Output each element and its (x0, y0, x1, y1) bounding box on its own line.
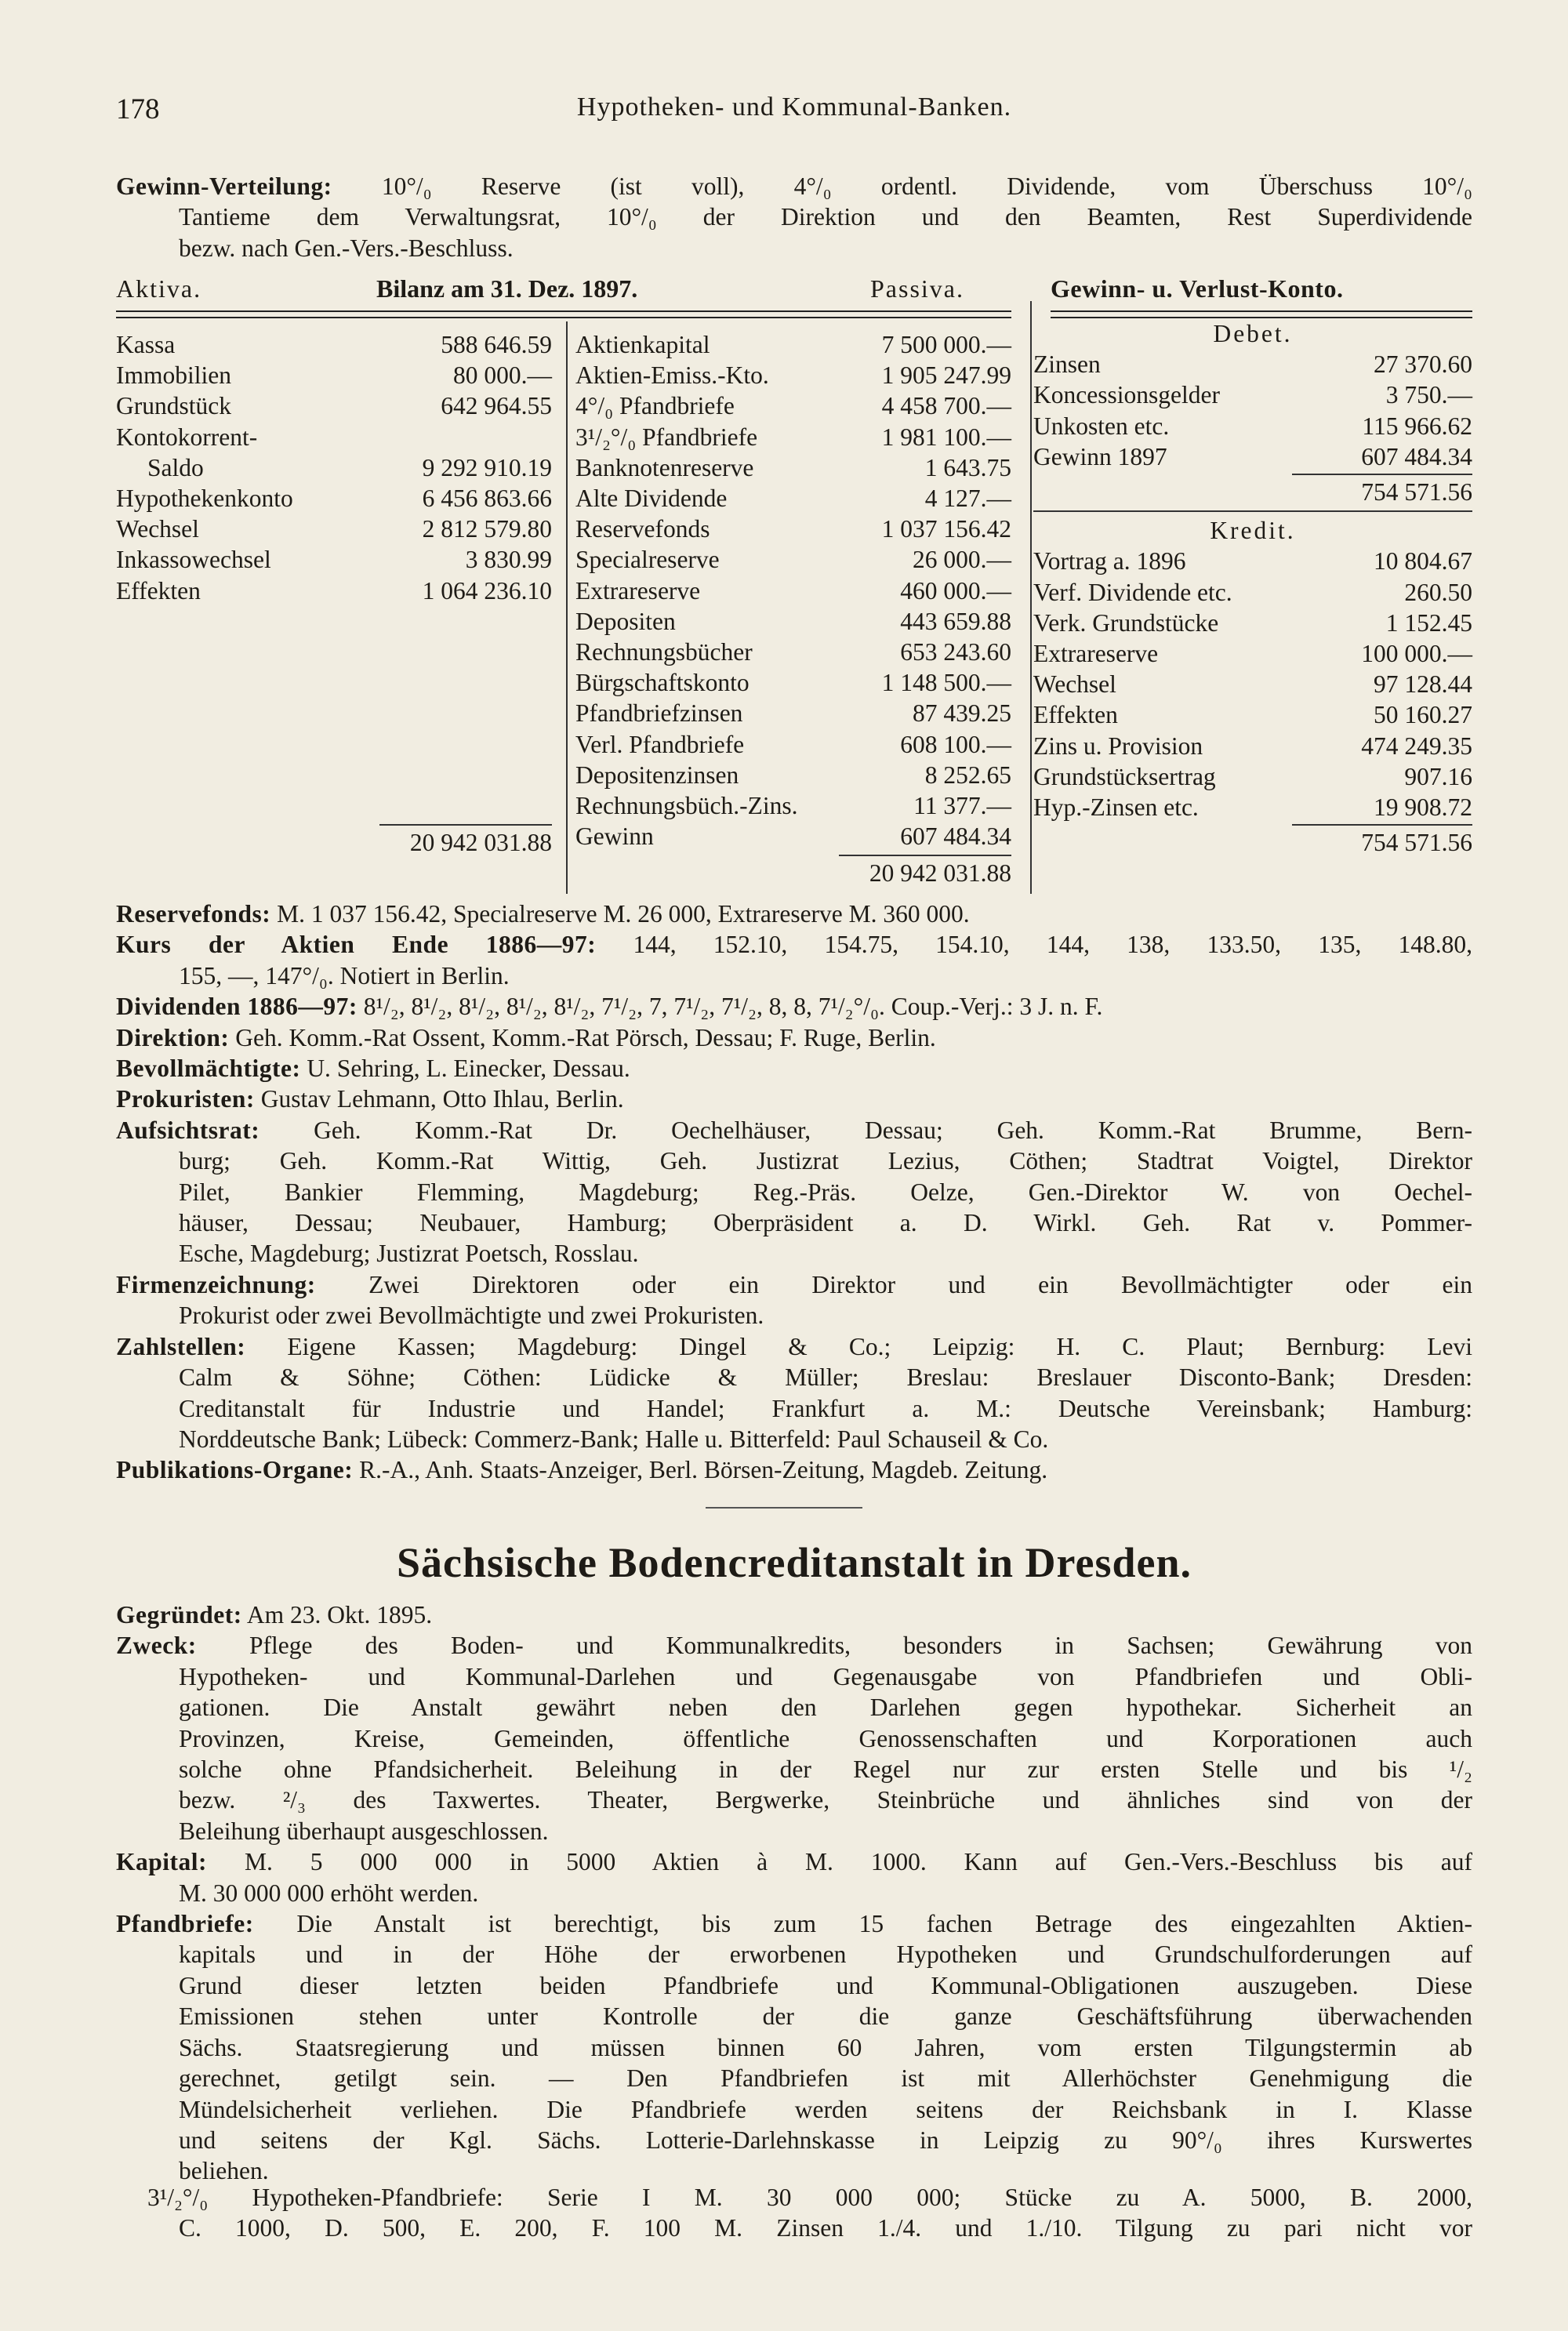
passiva-amount: 87 439.25 (913, 699, 1011, 728)
entry-line: solche ohne Pfandsicherheit. Beleihung in der Regel nur zur ersten Stelle und bis ¹/₂ (179, 1756, 1472, 1784)
passiva-label: Depositenzinsen (575, 761, 739, 789)
kredit-row (1033, 546, 1472, 576)
kredit-amount: 50 160.27 (1374, 701, 1472, 729)
entry-label: Reservefonds: (116, 900, 271, 928)
entry (116, 991, 1472, 1022)
aktiva-amount: 1 064 236.10 (422, 576, 552, 605)
entry-label: Zweck: (116, 1632, 197, 1660)
passiva-column (575, 329, 1011, 888)
entry-text: M. 5 000 000 in 5000 Aktien à M. 1000. Kann auf Gen.-Vers.-Beschluss bis auf (244, 1848, 1473, 1876)
aktiva-label: Hypothekenkonto (116, 485, 293, 512)
aktiva-label: Inkassowechsel (116, 546, 271, 574)
page-header (116, 93, 1472, 132)
entry-text: Zwei Direktoren oder ein Direktor und ein Bevollmächtigter oder ein (368, 1270, 1472, 1298)
kredit-total: 754 571.56 (1361, 829, 1472, 857)
aktiva-row (116, 575, 552, 606)
entry-label: Direktion: (116, 1023, 230, 1051)
entry-line: Beleihung überhaupt ausgeschlossen. (179, 1817, 549, 1845)
entry-line (116, 991, 1472, 1022)
aktiva-row (116, 422, 552, 452)
entry-text: Die Anstalt ist berechtigt, bis zum 15 fachen Betrage des eingezahlten Aktien- (296, 1910, 1473, 1938)
passiva-label: Aktienkapital (575, 331, 710, 358)
aktiva-total: 20 942 031.88 (409, 829, 552, 857)
entry-line (116, 899, 1472, 929)
entry-line: und seitens der Kgl. Sächs. Lotterie-Darlehnskasse in Leipzig zu 90°/₀ ihres Kurswertes (179, 2126, 1472, 2154)
gewinn-verteilung-line: bezw. nach Gen.-Vers.-Beschluss. (179, 234, 514, 262)
debet-total-row (1033, 477, 1472, 507)
passiva-total-rule (839, 855, 1011, 856)
entry-line: Calm & Söhne; Cöthen: Lüdicke & Müller; Breslau: Breslauer Disconto-Bank; Dresden: (179, 1363, 1472, 1392)
passiva-total-row (575, 858, 1011, 888)
passiva-amount: 26 000.— (913, 546, 1011, 574)
passiva-row (575, 606, 1011, 637)
aktiva-amount: 2 812 579.80 (422, 515, 552, 543)
aktiva-column (116, 329, 552, 878)
aktiva-label: Effekten (116, 576, 201, 605)
passiva-label: Pfandbriefzinsen (575, 699, 743, 728)
entry (116, 1599, 1472, 1630)
kredit-label: Zins u. Provision (1033, 732, 1203, 760)
entry (116, 1115, 1472, 1269)
aktiva-label: Immobilien (116, 361, 231, 390)
entry-label: Publikations-Organe: (116, 1456, 354, 1484)
aktiva-amount: 9 292 910.19 (422, 453, 552, 481)
entry-line: Norddeutsche Bank; Lübeck: Commerz-Bank; Halle u. Bitterfeld: Paul Schauseil & Co. (179, 1425, 1049, 1453)
passiva-row (575, 821, 1011, 851)
page-number: 178 (116, 93, 160, 125)
entry-line: M. 30 000 000 erhöht werden. (179, 1879, 479, 1907)
aktiva-row (116, 329, 552, 360)
passiva-row (575, 544, 1011, 575)
aktiva-label: Grundstück (116, 392, 231, 420)
entry-line: gerechnet, getilgt sein. — Den Pfandbriefen ist mit Allerhöchster Genehmigung die (179, 2064, 1472, 2093)
passiva-label: 4°/₀ Pfandbriefe (575, 392, 735, 420)
passiva-label: Specialreserve (575, 546, 720, 574)
entry-line: Provinzen, Kreise, Gemeinden, öffentliche Genossenschaften und Korporationen auch (179, 1724, 1472, 1752)
aktiva-row (116, 544, 552, 575)
passiva-total: 20 942 031.88 (869, 859, 1011, 888)
debet-label: Koncessionsgelder (1033, 381, 1220, 409)
gewinn-verteilung-paragraph (116, 171, 1472, 263)
passiva-label: Depositen (575, 607, 676, 635)
aktiva-amount: 3 830.99 (465, 546, 552, 574)
debet-label: Zinsen (1033, 350, 1101, 379)
entry-text: Geh. Komm.-Rat Ossent, Komm.-Rat Pörsch, Dessau; F. Ruge, Berlin. (235, 1023, 936, 1051)
kredit-label: Vortrag a. 1896 (1033, 547, 1186, 575)
kredit-label: Verf. Dividende etc. (1033, 578, 1232, 606)
passiva-amount: 653 243.60 (900, 638, 1011, 666)
kredit-amount: 907.16 (1404, 762, 1472, 790)
last-paragraph-line: 3¹/₂°/₀ Hypotheken-Pfandbriefe: Serie I M. 30 000 000; Stücke zu A. 5000, B. 2000, (147, 2184, 1472, 2211)
debet-row (1033, 411, 1472, 441)
kredit-label: Grundstücksertrag (1033, 762, 1216, 790)
kredit-label: Effekten (1033, 701, 1118, 729)
bilanz-title: Bilanz am 31. Dez. 1897. (376, 274, 638, 303)
entry-line: gationen. Die Anstalt gewährt neben den Darlehen gegen hypothekar. Sicherheit an (179, 1694, 1472, 1722)
aktiva-amount: 642 964.55 (441, 392, 552, 420)
entry-line: Creditanstalt für Industrie und Handel; Frankfurt a. M.: Deutsche Vereinsbank; Hamburg: (179, 1394, 1472, 1422)
kredit-amount: 10 804.67 (1374, 547, 1472, 575)
entry-label: Kurs der Aktien Ende 1886—97: (116, 931, 597, 959)
passiva-label: Reservefonds (575, 515, 710, 543)
aktiva-row (116, 452, 552, 483)
entry (116, 1846, 1472, 1908)
entry-text: Gustav Lehmann, Otto Ihlau, Berlin. (260, 1085, 624, 1113)
kredit-label: Wechsel (1033, 670, 1116, 699)
entry-label: Prokuristen: (116, 1085, 255, 1113)
entry-text: 144, 152.10, 154.75, 154.10, 144, 138, 133.50, 135, 148.80, (633, 931, 1473, 959)
bilanz-guv-divider (1030, 301, 1032, 894)
debet-amount: 115 966.62 (1362, 412, 1472, 440)
debet-kredit-rule (1033, 510, 1472, 512)
passiva-amount: 8 252.65 (924, 761, 1011, 789)
kredit-row (1033, 792, 1472, 822)
aktiva-row (116, 483, 552, 514)
entry-line: Sächs. Staatsregierung und müssen binnen 60 Jahren, vom ersten Tilgungstermin ab (179, 2033, 1472, 2061)
kredit-label: Extrareserve (1033, 640, 1159, 667)
passiva-row (575, 422, 1011, 452)
debet-label: Gewinn 1897 (1033, 442, 1167, 470)
aktiva-total-row (116, 827, 552, 858)
entry-line (116, 1022, 1472, 1053)
debet-row (1033, 379, 1472, 410)
passiva-row (575, 637, 1011, 667)
entry (116, 899, 1472, 929)
debet-row (1033, 441, 1472, 472)
passiva-amount: 1 905 247.99 (881, 361, 1011, 390)
entry-line: Pilet, Bankier Flemming, Magdeburg; Reg.-Präs. Oelze, Gen.-Direktor W. von Oechel- (179, 1178, 1472, 1206)
entry (116, 1084, 1472, 1114)
passiva-amount: 1 148 500.— (881, 669, 1011, 697)
passiva-label: Banknotenreserve (575, 453, 754, 481)
entry-text: M. 1 037 156.42, Specialreserve M. 26 000, Extrareserve M. 360 000. (277, 900, 970, 928)
entry (116, 1454, 1472, 1485)
aktiva-row (116, 390, 552, 421)
aktiva-amount: 80 000.— (453, 361, 552, 390)
aktiva-total-rule (379, 824, 552, 826)
gewinn-verteilung-label: Gewinn-Verteilung: (116, 172, 332, 200)
entries-block (116, 899, 1472, 1486)
entry (116, 1022, 1472, 1053)
entry-line (116, 1599, 1472, 1630)
passiva-row (575, 514, 1011, 544)
passiva-label: Bürgschaftskonto (575, 669, 750, 697)
entry-label: Aufsichtsrat: (116, 1116, 260, 1144)
entry (116, 1908, 1472, 2187)
entry-text: 8¹/₂, 8¹/₂, 8¹/₂, 8¹/₂, 8¹/₂, 7¹/₂, 7, 7¹/₂, 7¹/₂, 8, 8, 7¹/₂°/₀. Coup.-Verj.: 3 J. n. F. (363, 993, 1103, 1021)
entry-line: Esche, Magdeburg; Justizrat Poetsch, Rosslau. (179, 1240, 639, 1268)
entry-line: burg; Geh. Komm.-Rat Wittig, Geh. Justizrat Lezius, Cöthen; Stadtrat Voigtel, Direktor (179, 1147, 1472, 1175)
passiva-label: Extrareserve (575, 576, 701, 605)
kredit-row (1033, 699, 1472, 730)
passiva-row (575, 390, 1011, 421)
passiva-row (575, 698, 1011, 728)
aktiva-amount: 588 646.59 (441, 331, 552, 358)
aktiva-label: Kassa (116, 331, 176, 358)
passiva-amount: 608 100.— (900, 730, 1011, 758)
entry-label: Pfandbriefe: (116, 1910, 254, 1938)
entry (116, 1269, 1472, 1331)
kredit-amount: 260.50 (1404, 578, 1472, 606)
entry-text: Am 23. Okt. 1895. (246, 1601, 433, 1628)
entry-text: Eigene Kassen; Magdeburg: Dingel & Co.; Leipzig: H. C. Plaut; Bernburg: Levi (287, 1332, 1472, 1360)
entry (116, 1331, 1472, 1455)
aktiva-label: Saldo (147, 453, 204, 481)
passiva-header: Passiva. (870, 274, 964, 303)
entry (116, 929, 1472, 991)
section-entries-block (116, 1599, 1472, 2187)
entry-label: Gegründet: (116, 1601, 242, 1628)
debet-header: Debet. (1213, 320, 1293, 347)
entry-line: Hypotheken- und Kommunal-Darlehen und Gegenausgabe von Pfandbriefen und Obli- (179, 1662, 1472, 1690)
kredit-amount: 1 152.45 (1385, 608, 1472, 637)
entry-line (116, 1908, 1472, 1939)
kredit-row (1033, 577, 1472, 608)
entry-line: 155, —, 147°/₀. Notiert in Berlin. (179, 961, 510, 989)
entry-line (116, 1084, 1472, 1114)
entry-label: Kapital: (116, 1848, 208, 1876)
entry (116, 1630, 1472, 1846)
last-paragraph-line: C. 1000, D. 500, E. 200, F. 100 M. Zinsen 1./4. und 1./10. Tilgung zu pari nicht vor (179, 2214, 1472, 2242)
entry-line (116, 1269, 1472, 1300)
passiva-row (575, 483, 1011, 514)
passiva-row (575, 360, 1011, 390)
entry-line (116, 1846, 1472, 1877)
debet-label: Unkosten etc. (1033, 412, 1170, 440)
passiva-row (575, 575, 1011, 606)
gewinn-verteilung-line: Tantieme dem Verwaltungsrat, 10°/₀ der Direktion und den Beamten, Rest Superdividende (179, 203, 1472, 231)
entry-line: Mündelsicherheit verliehen. Die Pfandbriefe werden seitens der Reichsbank in I. Klasse (179, 2095, 1472, 2123)
passiva-row (575, 790, 1011, 821)
entry-label: Firmenzeichnung: (116, 1270, 316, 1298)
passiva-amount: 7 500 000.— (881, 331, 1011, 358)
kredit-row (1033, 638, 1472, 669)
kredit-row (1033, 731, 1472, 761)
passiva-amount: 1 643.75 (924, 453, 1011, 481)
debet-amount: 27 370.60 (1374, 350, 1472, 379)
passiva-label: Alte Dividende (575, 485, 728, 512)
passiva-amount: 1 981 100.— (881, 423, 1011, 451)
entry-line: häuser, Dessau; Neubauer, Hamburg; Oberpräsident a. D. Wirkl. Geh. Rat v. Pommer- (179, 1209, 1472, 1237)
kredit-row (1033, 608, 1472, 638)
aktiva-amount: 6 456 863.66 (422, 485, 552, 512)
passiva-row (575, 729, 1011, 760)
passiva-amount: 443 659.88 (900, 607, 1011, 635)
kredit-amount: 19 908.72 (1374, 793, 1472, 821)
balance-sheet-block (116, 274, 1472, 894)
guv-column (1033, 320, 1472, 894)
kredit-header: Kredit. (1210, 517, 1296, 545)
entry-line (116, 1630, 1472, 1661)
entry-line: kapitals und in der Höhe der erworbenen Hypotheken und Grundschulforderungen auf (179, 1941, 1472, 1969)
aktiva-row (116, 360, 552, 390)
entry-line: Emissionen stehen unter Kontrolle der die ganze Geschäftsführung überwachenden (179, 2002, 1472, 2031)
kredit-row (1033, 761, 1472, 792)
aktiva-label: Kontokorrent- (116, 423, 258, 451)
passiva-row (575, 452, 1011, 483)
guv-header-rule (1051, 310, 1472, 318)
section-title: Sächsische Bodencreditanstalt in Dresden. (396, 1539, 1192, 1586)
aktiva-passiva-divider (566, 321, 568, 894)
passiva-label: Verl. Pfandbriefe (575, 730, 745, 758)
passiva-label: Gewinn (575, 822, 654, 851)
section-separator (706, 1507, 862, 1509)
passiva-amount: 4 127.— (924, 485, 1011, 512)
entry-line: Grund dieser letzten beiden Pfandbriefe und Kommunal-Obligationen auszugeben. Diese (179, 1971, 1472, 1999)
kredit-total-rule (1292, 824, 1472, 826)
entry-line (116, 1454, 1472, 1485)
passiva-label: Aktien-Emiss.-Kto. (575, 361, 769, 390)
guv-title: Gewinn- u. Verlust-Konto. (1051, 274, 1344, 303)
entry-line: Prokurist oder zwei Bevollmächtigte und zwei Prokuristen. (179, 1302, 764, 1330)
passiva-amount: 607 484.34 (900, 822, 1011, 851)
passiva-amount: 4 458 700.— (881, 392, 1011, 420)
entry-text: Geh. Komm.-Rat Dr. Oechelhäuser, Dessau; Geh. Komm.-Rat Brumme, Bern- (314, 1116, 1472, 1144)
aktiva-label: Wechsel (116, 515, 199, 543)
entry-line (116, 929, 1472, 960)
kredit-label: Verk. Grundstücke (1033, 608, 1219, 637)
debet-amount: 607 484.34 (1361, 442, 1472, 470)
entry (116, 1053, 1472, 1084)
passiva-amount: 460 000.— (900, 576, 1011, 605)
passiva-amount: 1 037 156.42 (881, 515, 1011, 543)
passiva-label: Rechnungsbücher (575, 638, 753, 666)
debet-total: 754 571.56 (1361, 478, 1472, 506)
entry-line (116, 1053, 1472, 1084)
aktiva-row (116, 514, 552, 544)
entry-text: R.-A., Anh. Staats-Anzeiger, Berl. Börsen-Zeitung, Magdeb. Zeitung. (359, 1456, 1048, 1484)
last-paragraph (116, 2182, 1472, 2244)
bilanz-header-rule (116, 310, 1011, 318)
kredit-label: Hyp.-Zinsen etc. (1033, 793, 1199, 821)
entry-line (116, 1115, 1472, 1146)
entry-label: Zahlstellen: (116, 1332, 246, 1360)
kredit-amount: 100 000.— (1361, 640, 1472, 667)
entry-text: Pflege des Boden- und Kommunalkredits, besonders in Sachsen; Gewährung von (249, 1632, 1473, 1660)
passiva-row (575, 329, 1011, 360)
debet-row (1033, 349, 1472, 379)
aktiva-header: Aktiva. (116, 274, 202, 303)
entry-text: U. Sehring, L. Einecker, Dessau. (307, 1055, 630, 1083)
debet-amount: 3 750.— (1385, 381, 1472, 409)
running-title: Hypotheken- und Kommunal-Banken. (576, 93, 1012, 122)
kredit-amount: 97 128.44 (1374, 670, 1472, 699)
kredit-amount: 474 249.35 (1361, 732, 1472, 760)
passiva-row (575, 760, 1011, 790)
debet-total-rule (1292, 474, 1472, 475)
passiva-row (575, 667, 1011, 698)
passiva-amount: 11 377.— (913, 792, 1011, 819)
entry-label: Bevollmächtigte: (116, 1055, 301, 1083)
gewinn-verteilung-line: 10°/₀ Reserve (ist voll), 4°/₀ ordentl. Dividende, vom Überschuss 10°/₀ (381, 172, 1472, 200)
entry-line (116, 1331, 1472, 1362)
entry-line: bezw. ²/₃ des Taxwertes. Theater, Bergwerke, Steinbrüche und ähnliches sind von der (179, 1786, 1472, 1814)
entry-line: beliehen. (179, 2157, 269, 2185)
passiva-label: 3¹/₂°/₀ Pfandbriefe (575, 423, 758, 451)
kredit-total-row (1033, 827, 1472, 858)
entry-label: Dividenden 1886—97: (116, 993, 358, 1021)
passiva-label: Rechnungsbüch.-Zins. (575, 792, 798, 819)
kredit-row (1033, 669, 1472, 699)
